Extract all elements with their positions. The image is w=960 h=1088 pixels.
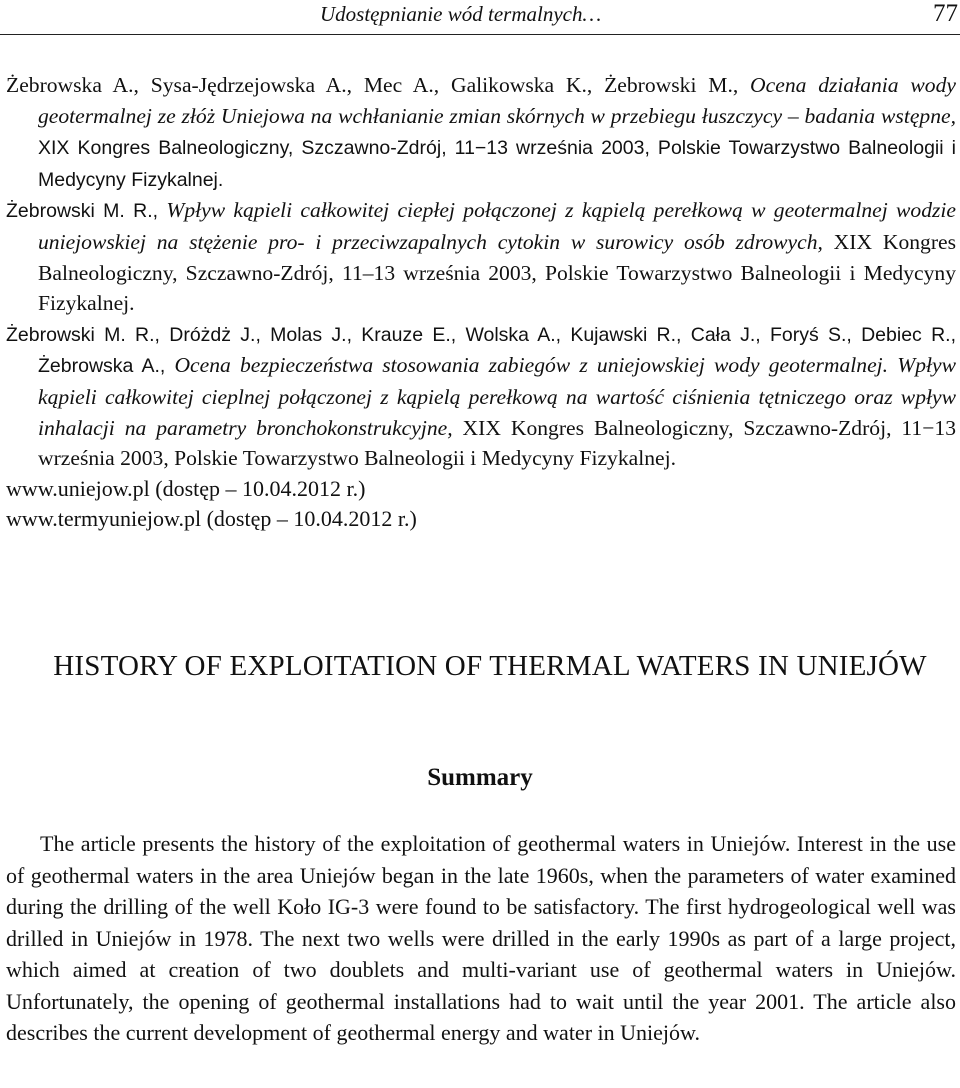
reference-item — [6, 195, 956, 318]
reference-authors: Żebrowski M. R., Dróżdż J., Molas J., Krauze E., Wolska A., Kujawski R., Cała J., Foryś S., Debiec R., Żebrowska A., — [6, 323, 956, 378]
reference-item — [6, 319, 956, 474]
english-title: HISTORY OF EXPLOITATION OF THERMAL WATERS IN UNIEJÓW — [53, 650, 927, 682]
reference-authors: Żebrowski M. R., — [6, 200, 159, 223]
reference-url[interactable]: www.termyuniejow.pl (dostęp – 10.04.2012 r.) — [6, 506, 417, 532]
reference-url[interactable]: www.uniejow.pl (dostęp – 10.04.2012 r.) — [6, 475, 366, 501]
reference-item — [6, 70, 956, 195]
page-number: 77 — [933, 0, 958, 27]
summary-text: The article presents the history of the exploitation of geothermal waters in Uniejów. Interest in the use of geothermal waters in the area Uniejów began in the late 1960s, when the parameters of water examined during the drilling of the well Koło IG-3 were found to be satisfactory. The first hydrogeological well was drilled in Uniejów in 1978. The next two wells were drilled in the early 1990s as part of a large project, which aimed at creation of two doublets and multi-variant use of geothermal waters in Uniejów. Unfortunately, the opening of geothermal installations had to wait until the year 2001. The article also describes the current development of geothermal energy and water in Uniejów. — [6, 831, 956, 1045]
reference-authors: Żebrowska A., Sysa-Jędrzejowska A., Mec A., Galikowska K., Żebrowski M., — [6, 73, 739, 97]
reference-source: XIX Kongres Balneologiczny, Szczawno-Zdrój, 11−13 września 2003, Polskie Towarzystwo Balneologii i Medycyny Fizykalnej. — [38, 137, 956, 191]
reference-title: Ocena bezpieczeństwa stosowania zabiegów z uniejowskiej wody geotermalnej. Wpływ kąpieli całkowitej cieplnej połączonej z kąpielą perełkową na wartość ciśnienia tętniczego oraz wpływ inhalacji na parametry bronchokonstrukcyjne, — [38, 353, 956, 440]
reference-list — [6, 70, 956, 535]
reference-source: XIX Kongres Balneologiczny, Szczawno-Zdrój, 11−13 września 2003, Polskie Towarzystwo Balneologii i Medycyny Fizykalnej. — [38, 415, 956, 471]
reference-source: XIX Kongres Balneologiczny, Szczawno-Zdrój, 11–13 września 2003, Polskie Towarzystwo Balneologii i Medycyny Fizykalnej. — [38, 229, 957, 316]
running-header — [0, 0, 960, 35]
summary-heading: Summary — [427, 764, 533, 791]
running-title: Udostępnianie wód termalnych… — [320, 2, 602, 26]
reference-title: Wpływ kąpieli całkowitej ciepłej połączonej z kąpielą perełkową w geotermalnej wodzie uniejowskiej na stężenie pro- i przeciwzapalnych cytokin w surowicy osób zdrowych, — [38, 198, 956, 254]
reference-title: Ocena działania wody geotermalnej ze złóż Uniejowa na wchłanianie zmian skórnych w przebiegu łuszczycy – badania wstępne, — [38, 73, 956, 128]
